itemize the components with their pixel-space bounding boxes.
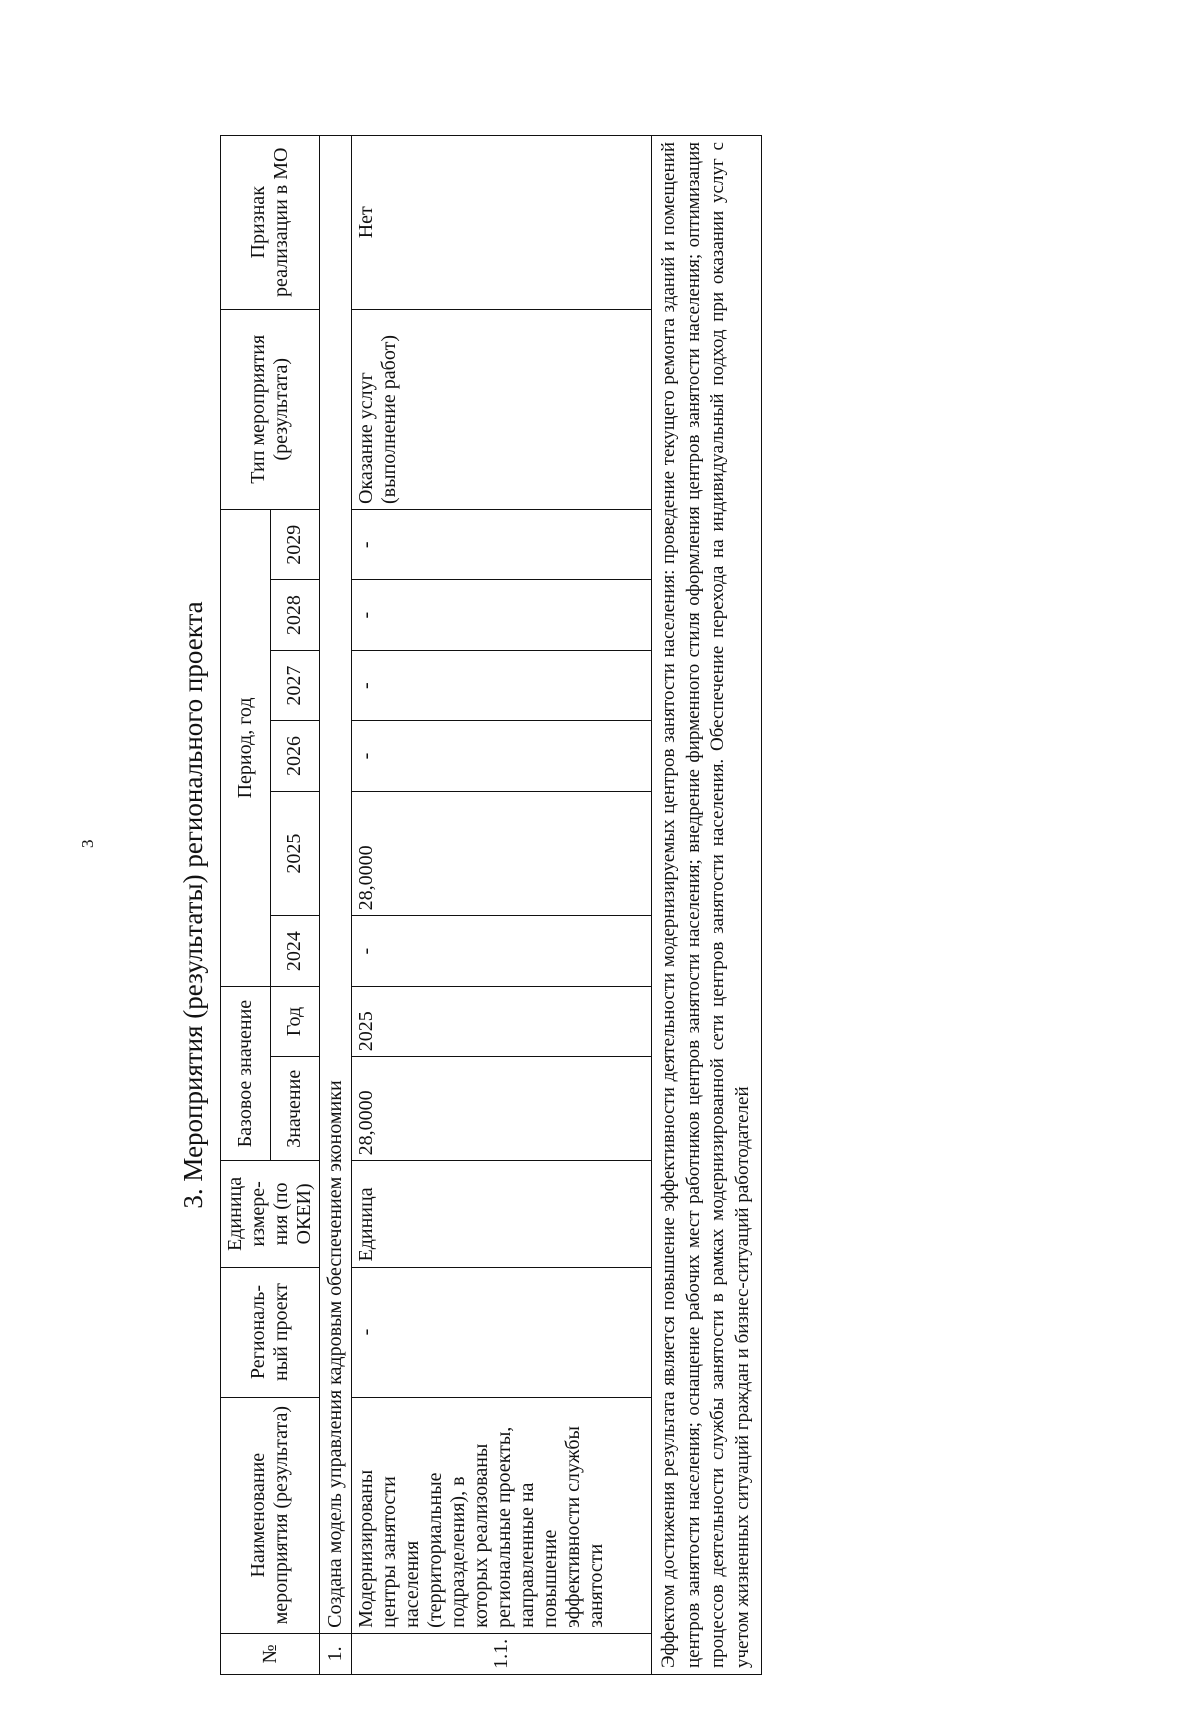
header-year-2029: 2029 xyxy=(270,510,320,580)
page-number: 3 xyxy=(78,839,97,848)
header-year-2025: 2025 xyxy=(270,791,320,916)
row-mo-sign: Нет xyxy=(352,136,652,310)
header-type: Тип мероприятия (результата) xyxy=(221,309,320,510)
header-base-value: Значение xyxy=(270,1057,320,1161)
group-num: 1. xyxy=(320,1633,352,1674)
header-year-2027: 2027 xyxy=(270,650,320,720)
results-table xyxy=(220,135,762,1675)
group-row xyxy=(320,136,352,1675)
row-regional-project: - xyxy=(352,1267,652,1397)
row-value-2025: 28,0000 xyxy=(352,791,652,916)
header-regional-project: Региональ-ный проект xyxy=(221,1267,320,1397)
row-unit: Единица xyxy=(352,1161,652,1267)
effect-row xyxy=(652,136,762,1675)
header-year-2024: 2024 xyxy=(270,916,320,986)
header-base-year: Год xyxy=(270,986,320,1056)
header-name: Наименование мероприятия (результата) xyxy=(221,1397,320,1633)
row-base-year: 2025 xyxy=(352,986,652,1056)
header-base: Базовое значение xyxy=(221,986,271,1160)
row-value-2024: - xyxy=(352,916,652,986)
header-year-2028: 2028 xyxy=(270,580,320,650)
row-num: 1.1. xyxy=(352,1633,652,1674)
header-unit: Единица измере-ния (по ОКЕИ) xyxy=(221,1161,320,1267)
row-value-2029: - xyxy=(352,510,652,580)
row-value-2027: - xyxy=(352,650,652,720)
row-name: Модернизированы центры занятости населения (территориальные подразделения), в которых реализованы региональные проекты, направленные на повышение эффективности службы занятости xyxy=(352,1397,652,1633)
table-row xyxy=(352,136,652,1675)
header-num: № xyxy=(221,1633,320,1674)
row-type: Оказание услуг (выполнение работ) xyxy=(352,309,652,510)
row-value-2028: - xyxy=(352,580,652,650)
row-base-value: 28,0000 xyxy=(352,1057,652,1161)
header-mo-sign: Признак реализации в МО xyxy=(221,136,320,310)
header-period: Период, год xyxy=(221,510,271,987)
effect-text: Эффектом достижения результата является повышение эффективности деятельности модернизируемых центров занятости населения: проведение текущего ремонта зданий и помещений центров занятости населения; оснащение рабочих мест работников центров занятости населения; внедрение фирменного стиля оформления центров занятости населения; оптимизация процессов деятельности службы занятости в рамках модернизированной сети центров занятости населения. Обеспечение перехода на индивидуальный подход при оказании услуг с учетом жизненных ситуаций граждан и бизнес-ситуаций работодателей xyxy=(652,136,762,1675)
header-year-2026: 2026 xyxy=(270,721,320,791)
rotated-page-content xyxy=(175,130,1135,1685)
results-table-wrapper xyxy=(220,135,762,1675)
section-title: 3. Мероприятия (результаты) регионального проекта xyxy=(178,601,208,1209)
row-value-2026: - xyxy=(352,721,652,791)
group-title: Создана модель управления кадровым обеспечением экономики xyxy=(320,136,352,1634)
